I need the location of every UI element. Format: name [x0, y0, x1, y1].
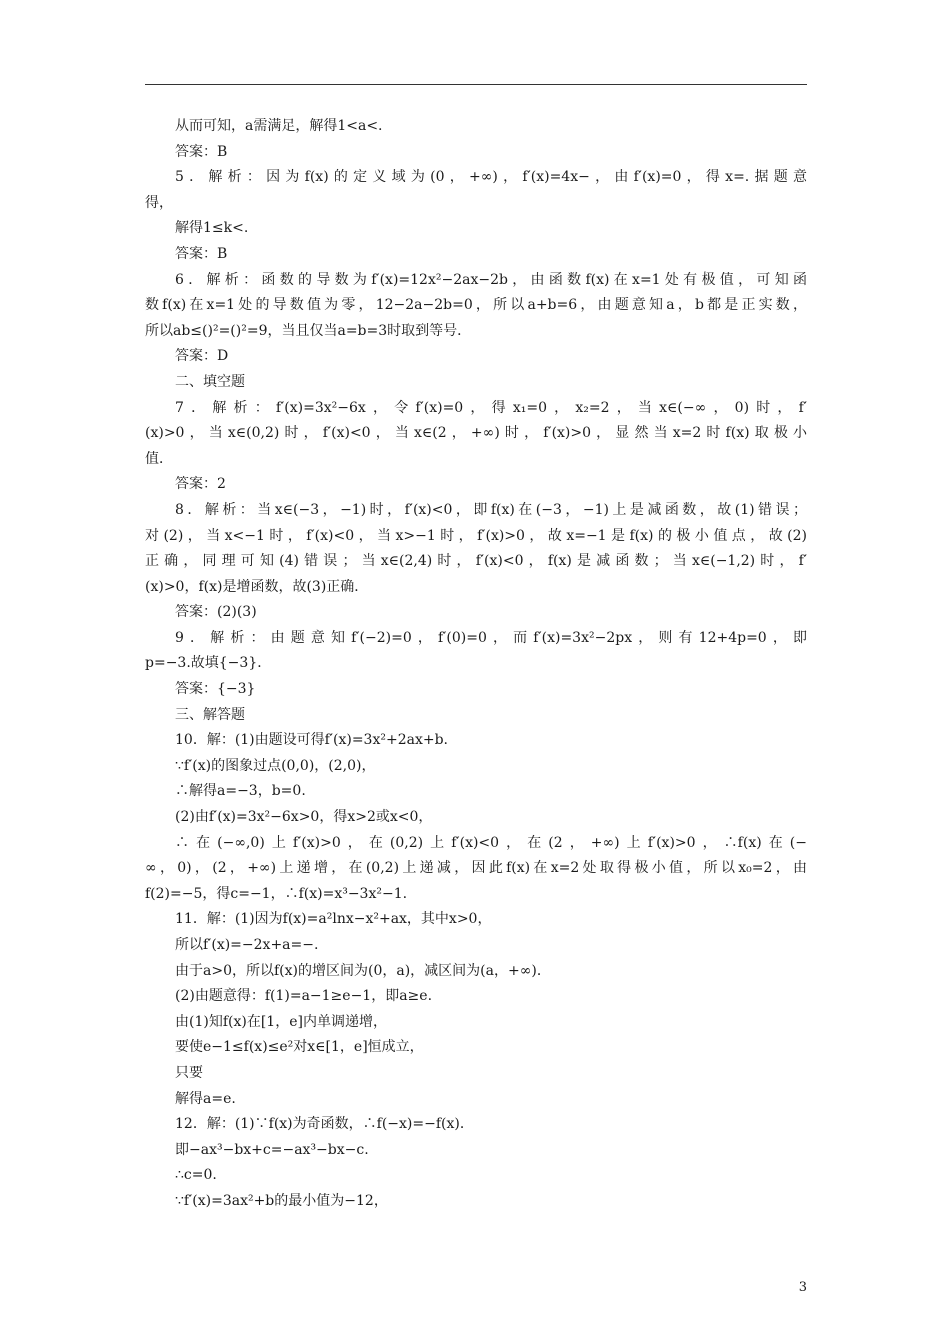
- text-line: 值．: [145, 450, 173, 467]
- text-line: 答案：(2)(3): [175, 604, 257, 621]
- text-line: p=−3.故填{−3}．: [145, 655, 272, 672]
- text-line: 由于a>0，所以f(x)的增区间为(0，a)，减区间为(a，+∞)．: [175, 962, 551, 979]
- document-body: [145, 114, 807, 1215]
- text-line: 数f(x)在x=1处的导数值为零，12−2a−2b=0，所以a+b=6，由题意知a，b都是正实数，: [145, 297, 807, 314]
- text-line: ∵f′(x)=3ax²+b的最小值为−12，: [175, 1192, 388, 1209]
- text-line: (x)>0，当x∈(0,2)时，f′(x)<0，当x∈(2，+∞)时，f′(x)>0，显然当x=2时f(x)取极小: [145, 425, 807, 442]
- text-line: 要使e−1≤f(x)≤e²对x∈[1，e]恒成立，: [175, 1039, 424, 1056]
- text-line: 5．解析：因为f(x)的定义域为(0，+∞)，f′(x)=4x−，由f′(x)=0，得x=.据题意: [175, 169, 807, 186]
- text-line: 6．解析：函数的导数为f′(x)=12x²−2ax−2b，由函数f(x)在x=1处有极值，可知函: [175, 271, 807, 288]
- text-line: 解得1≤k<.: [175, 220, 249, 237]
- text-line: 三、解答题: [175, 706, 245, 723]
- text-line: 二、填空题: [175, 373, 245, 390]
- text-line: 解得a=e.: [175, 1090, 236, 1107]
- text-line: 答案：2: [175, 476, 226, 493]
- text-line: ∴在(−∞,0)上f′(x)>0，在(0,2)上f′(x)<0，在(2，+∞)上f′(x)>0，∴f(x)在(−: [175, 834, 807, 851]
- text-line: 对(2)，当x<−1时，f′(x)<0，当x>−1时，f′(x)>0，故x=−1是f(x)的极小值点，故(2): [145, 527, 807, 544]
- text-line: 12．解：(1)∵f(x)为奇函数，∴f(−x)=−f(x)．: [175, 1116, 474, 1133]
- text-line: 所以f′(x)=−2x+a=−.: [175, 937, 319, 953]
- text-line: 即−ax³−bx+c=−ax³−bx−c.: [175, 1141, 369, 1158]
- text-line: (x)>0，f(x)是增函数，故(3)正确．: [145, 578, 369, 595]
- text-line: 9．解析：由题意知f′(−2)=0，f′(0)=0，而f′(x)=3x²−2px，则有12+4p=0，即: [175, 629, 807, 646]
- header-rule: [145, 84, 807, 85]
- text-line: 10．解：(1)由题设可得f′(x)=3x²+2ax+b.: [175, 732, 448, 749]
- text-line: 11．解：(1)因为f(x)=a²lnx−x²+ax，其中x>0，: [175, 911, 492, 928]
- text-line: 答案：D: [175, 348, 229, 365]
- text-line: 正确，同理可知(4)错误；当x∈(2,4)时，f′(x)<0，f(x)是减函数；当x∈(−1,2)时，f′: [145, 553, 807, 570]
- text-line: ∞，0)，(2，+∞)上递增，在(0,2)上递减，因此f(x)在x=2处取得极小值，所以x₀=2，由: [145, 860, 807, 877]
- text-line: 只要: [175, 1064, 203, 1081]
- text-line: ∵f′(x)的图象过点(0,0)，(2,0)，: [175, 757, 376, 774]
- text-line: (2)由f′(x)=3x²−6x>0，得x>2或x<0，: [175, 809, 433, 826]
- text-line: 得，: [145, 194, 173, 211]
- text-line: 7．解析：f′(x)=3x²−6x，令f′(x)=0，得x₁=0，x₂=2，当x∈(−∞，0)时，f′: [175, 399, 807, 416]
- text-line: 由(1)知f(x)在[1，e]内单调递增，: [175, 1013, 387, 1030]
- text-line: 答案：{−3}: [175, 681, 256, 698]
- text-line: 所以ab≤()²=()²=9，当且仅当a=b=3时取到等号．: [145, 322, 472, 339]
- text-line: (2)由题意得：f(1)=a−1≥e−1，即a≥e.: [175, 988, 433, 1005]
- text-line: 答案：B: [175, 143, 228, 160]
- page-number: 3: [798, 1280, 807, 1295]
- text-line: ∴解得a=−3，b=0.: [175, 783, 306, 800]
- text-line: f(2)=−5，得c=−1，∴f(x)=x³−3x²−1.: [145, 885, 408, 902]
- text-line: 8．解析：当x∈(−3，−1)时，f′(x)<0，即f(x)在(−3，−1)上是减函数，故(1)错误；: [175, 501, 807, 518]
- text-line: 答案：B: [175, 245, 228, 262]
- text-line: 从而可知，a需满足，解得1<a<.: [175, 118, 383, 134]
- text-line: ∴c=0.: [175, 1167, 217, 1184]
